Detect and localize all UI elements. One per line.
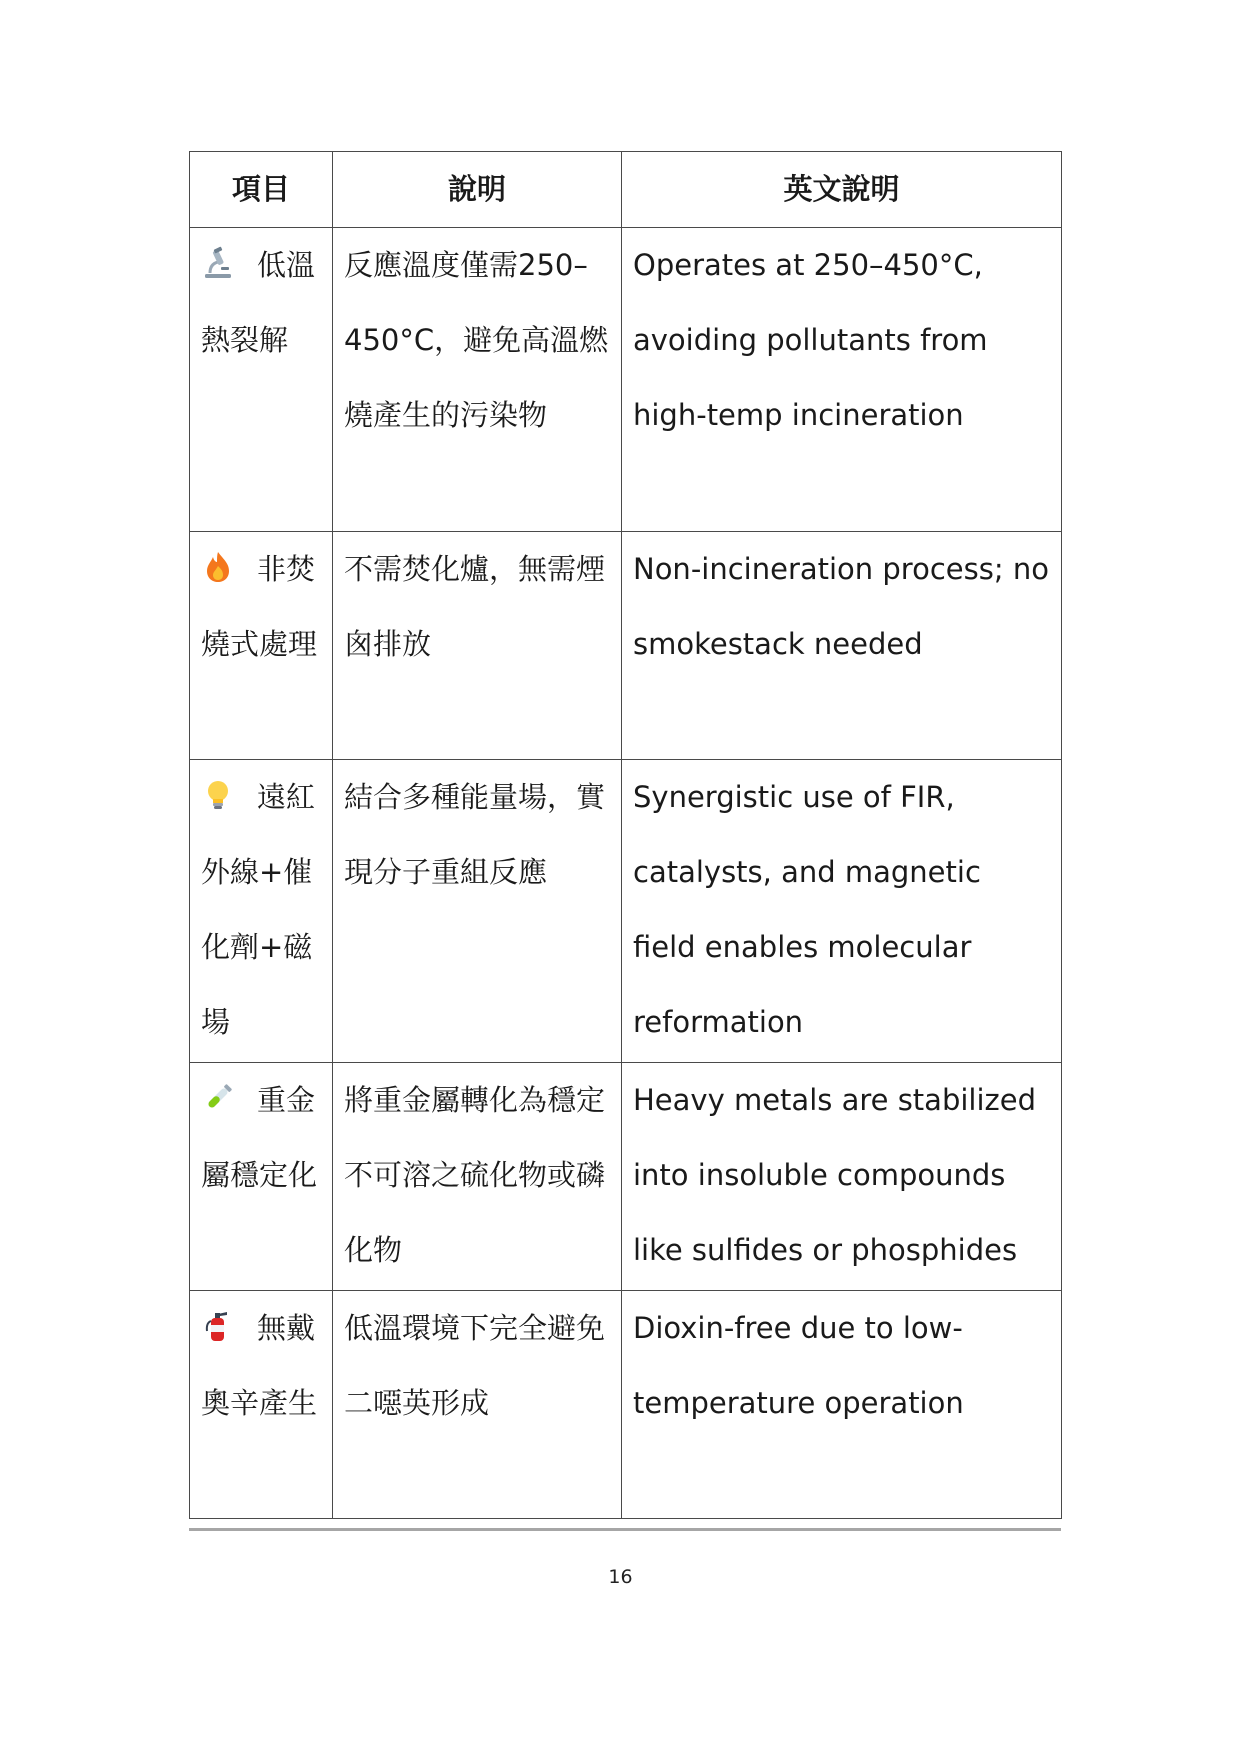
microscope-icon (201, 246, 235, 280)
item-label: 無戴奧辛產生 (201, 1311, 318, 1420)
item-label: 重金屬穩定化 (201, 1083, 318, 1192)
english-description-cell: Non-incineration process; no smokestack needed (622, 532, 1062, 760)
header-description: 說明 (333, 152, 622, 228)
fire-extinguisher-icon (201, 1309, 235, 1343)
item-cell (190, 228, 333, 532)
description-cell: 將重金屬轉化為穩定不可溶之硫化物或磷化物 (333, 1063, 622, 1291)
table-row (190, 228, 1062, 532)
item-label: 遠紅外線+催化劑+磁場 (201, 780, 316, 1039)
fire-icon (201, 550, 235, 584)
header-item: 項目 (190, 152, 333, 228)
description-cell: 不需焚化爐，無需煙囪排放 (333, 532, 622, 760)
feature-table (189, 151, 1062, 1519)
description-cell: 低溫環境下完全避免二噁英形成 (333, 1291, 622, 1519)
header-english-description: 英文說明 (622, 152, 1062, 228)
item-label: 非焚燒式處理 (201, 552, 318, 661)
test-tube-icon (201, 1081, 235, 1115)
english-description-cell: Dioxin-free due to low-temperature operation (622, 1291, 1062, 1519)
item-cell (190, 532, 333, 760)
table-row (190, 1291, 1062, 1519)
item-cell (190, 760, 333, 1063)
table-row (190, 532, 1062, 760)
item-cell (190, 1291, 333, 1519)
item-cell (190, 1063, 333, 1291)
table-row (190, 760, 1062, 1063)
lightbulb-icon (201, 778, 235, 812)
description-cell: 反應溫度僅需250–450°C，避免高溫燃燒產生的污染物 (333, 228, 622, 532)
english-description-cell: Heavy metals are stabilized into insoluble compounds like sulfides or phosphides (622, 1063, 1062, 1291)
page-number: 16 (608, 1566, 633, 1588)
item-label: 低溫熱裂解 (201, 248, 316, 357)
description-cell: 結合多種能量場，實現分子重組反應 (333, 760, 622, 1063)
english-description-cell: Operates at 250–450°C, avoiding pollutants from high-temp incineration (622, 228, 1062, 532)
english-description-cell: Synergistic use of FIR, catalysts, and magnetic field enables molecular reformation (622, 760, 1062, 1063)
table-header-row (190, 152, 1062, 228)
table-row (190, 1063, 1062, 1291)
footer-divider (189, 1528, 1061, 1531)
